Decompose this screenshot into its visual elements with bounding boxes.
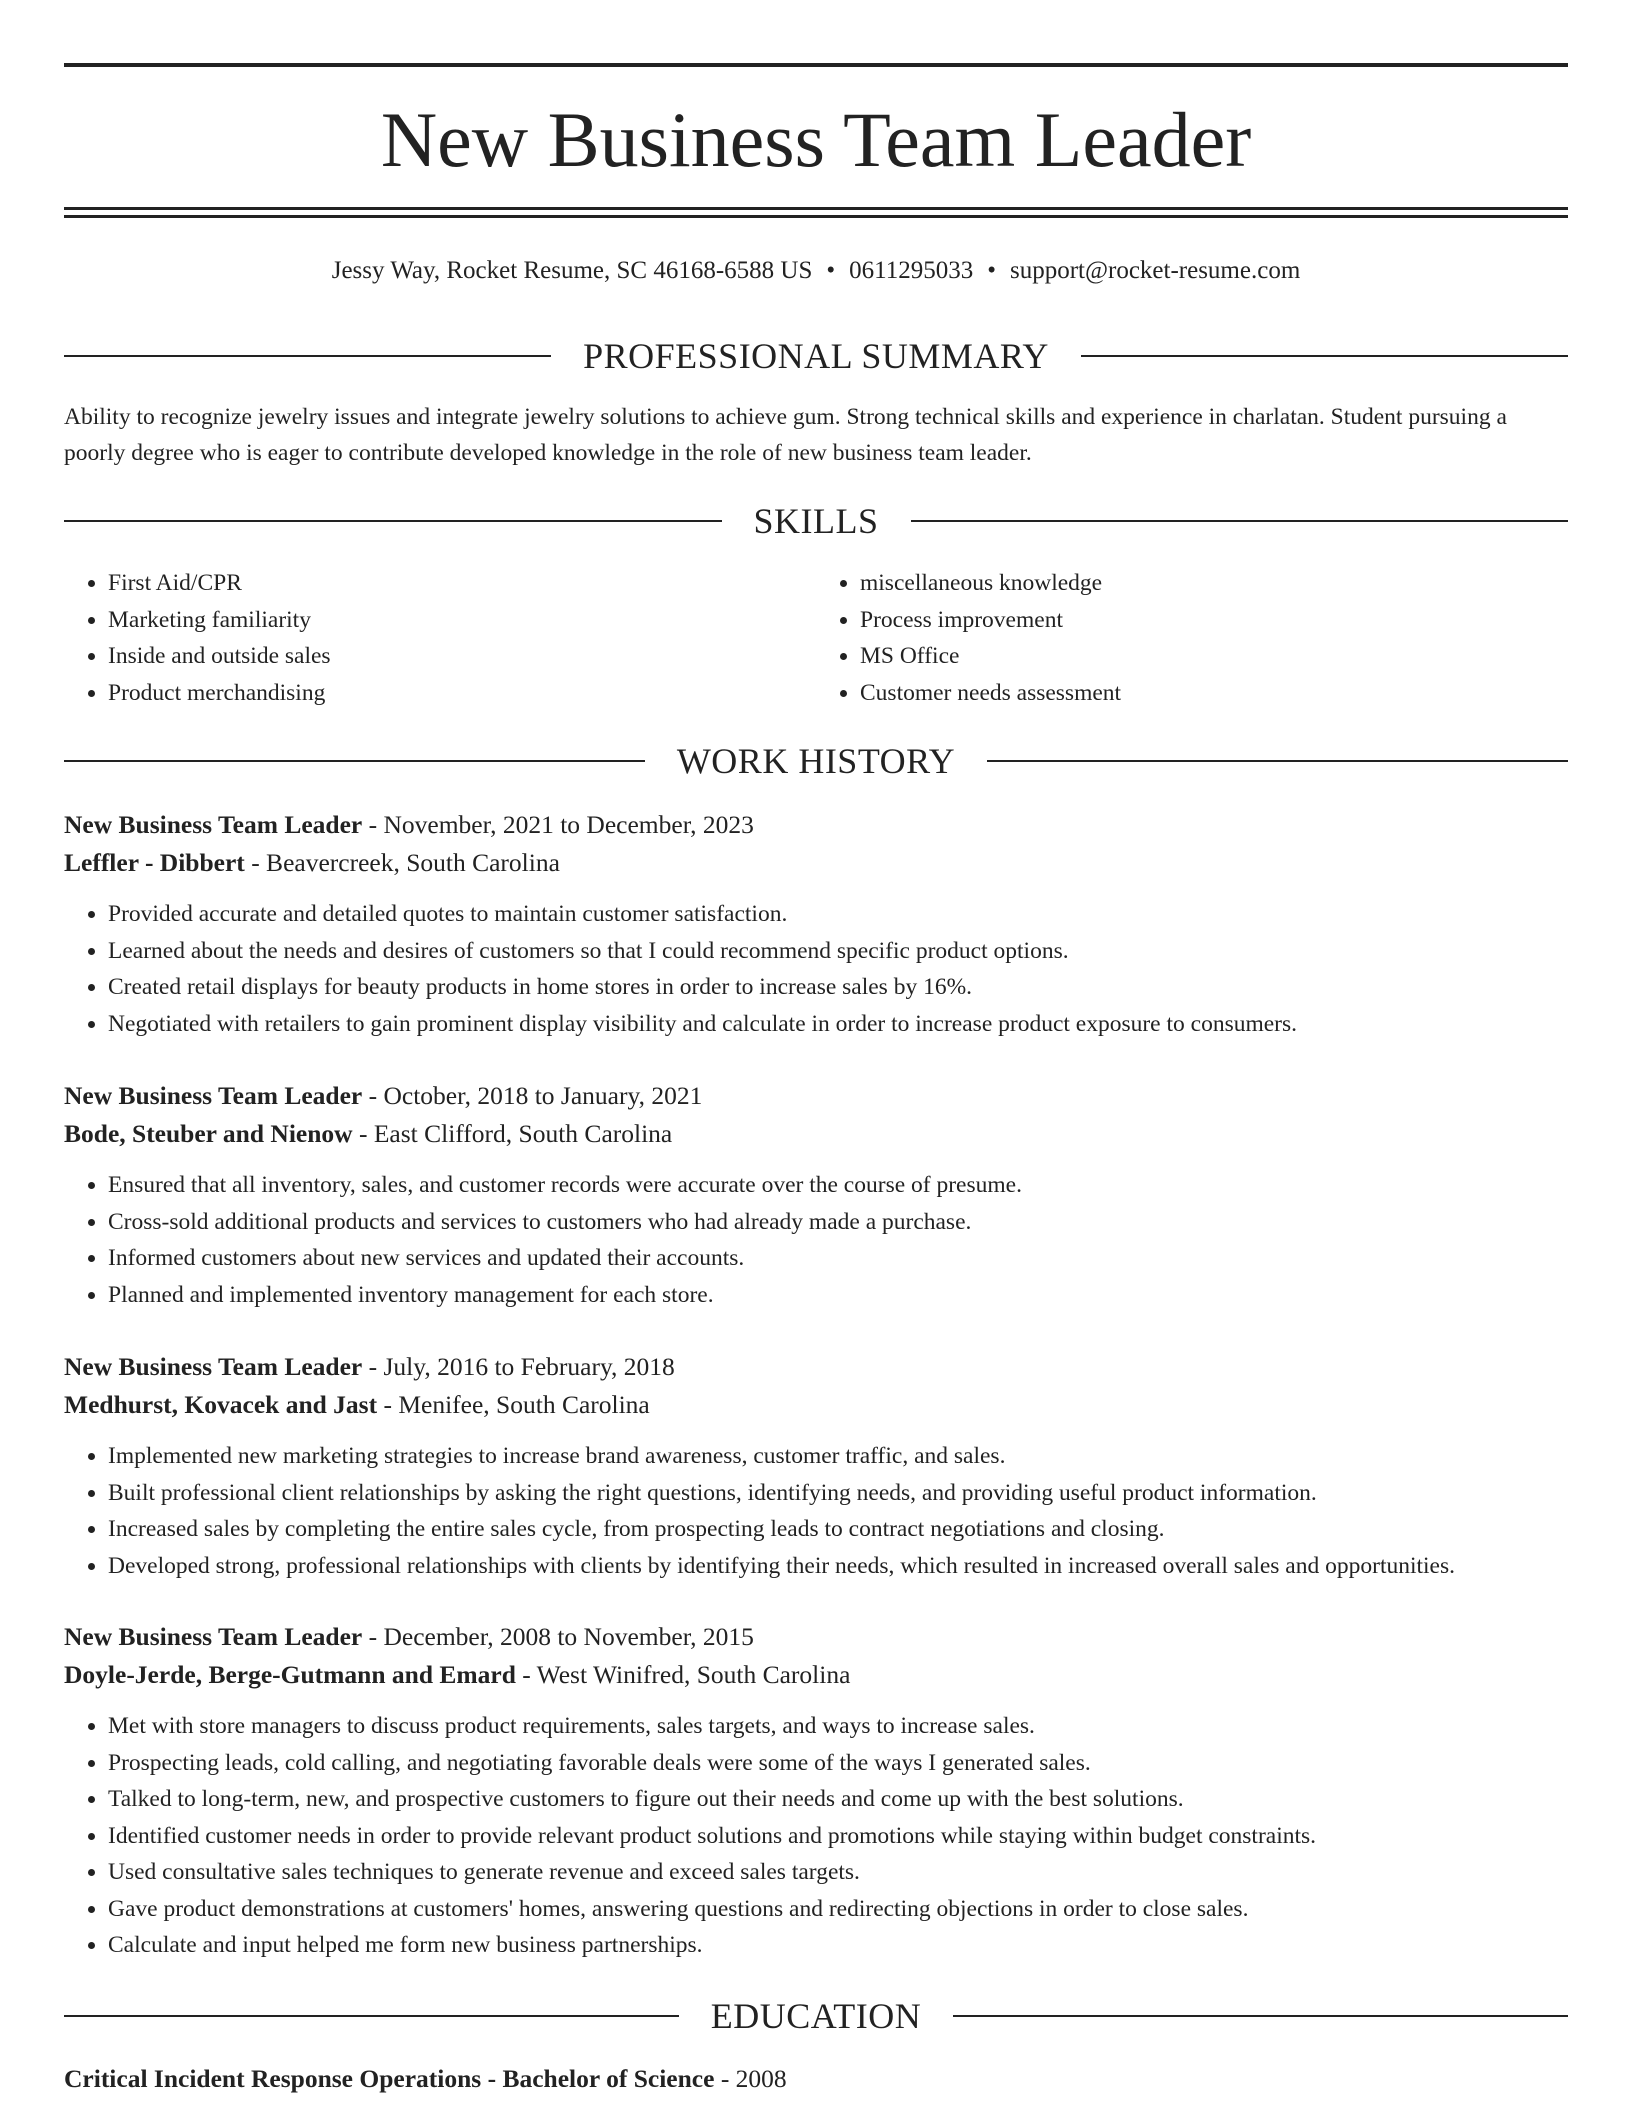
summary-heading bbox=[64, 334, 1568, 378]
job-bullet: • Negotiated with retailers to gain prominent display visibility and calculate in order to increase product exposure to consumers. bbox=[108, 1006, 1568, 1043]
job-bullet: • Met with store managers to discuss product requirements, sales targets, and ways to increase sales. bbox=[108, 1708, 1568, 1745]
job-bullet: • Created retail displays for beauty products in home stores in order to increase sales by 16%. bbox=[108, 969, 1568, 1006]
job-title: New Business Team Leader bbox=[64, 1352, 363, 1381]
job-bullet: • Identified customer needs in order to provide relevant product solutions and promotions while staying within budget constraints. bbox=[108, 1818, 1568, 1855]
education-heading bbox=[64, 1994, 1568, 2038]
job-bullet: • Used consultative sales techniques to generate revenue and exceed sales targets. bbox=[108, 1854, 1568, 1891]
job-bullets bbox=[64, 1708, 1568, 1964]
job-entry bbox=[64, 1618, 1568, 1964]
job-location: - East Clifford, South Carolina bbox=[352, 1119, 673, 1148]
job-location: - West Winifred, South Carolina bbox=[515, 1660, 851, 1689]
heading-rule bbox=[64, 520, 722, 522]
top-rule bbox=[64, 63, 1568, 67]
heading-rule bbox=[64, 760, 645, 762]
job-entry bbox=[64, 806, 1568, 1042]
education-heading-label: EDUCATION bbox=[710, 1996, 922, 2036]
skill-item: • Process improvement bbox=[860, 602, 1568, 639]
education-entry bbox=[64, 2060, 1568, 2098]
skill-item: • First Aid/CPR bbox=[108, 565, 816, 602]
contact-phone: 0611295033 bbox=[849, 257, 974, 284]
resume-title: New Business Team Leader bbox=[380, 96, 1252, 183]
job-bullet: • Cross-sold additional products and services to customers who had already made a purchase. bbox=[108, 1204, 1568, 1241]
job-company: Medhurst, Kovacek and Jast bbox=[64, 1390, 378, 1419]
contact-line bbox=[64, 254, 1568, 288]
job-title: New Business Team Leader bbox=[64, 1622, 363, 1651]
job-dates: - December, 2008 to November, 2015 bbox=[362, 1622, 754, 1651]
job-bullets bbox=[64, 1167, 1568, 1313]
education-degree-line bbox=[64, 2060, 1568, 2098]
skill-item: • MS Office bbox=[860, 638, 1568, 675]
skill-item: • Customer needs assessment bbox=[860, 675, 1568, 712]
job-title: New Business Team Leader bbox=[64, 810, 363, 839]
job-title-line bbox=[64, 1618, 1568, 1656]
job-company-line bbox=[64, 844, 1568, 882]
education-year: - 2008 bbox=[714, 2064, 787, 2093]
job-bullet: • Gave product demonstrations at customers' homes, answering questions and redirecting objections in order to close sales. bbox=[108, 1891, 1568, 1928]
title-rule-upper bbox=[64, 207, 1568, 210]
skills-heading-label: SKILLS bbox=[753, 501, 879, 541]
job-title: New Business Team Leader bbox=[64, 1081, 363, 1110]
heading-rule bbox=[64, 2015, 679, 2017]
job-bullet: • Planned and implemented inventory management for each store. bbox=[108, 1277, 1568, 1314]
skill-item: • Product merchandising bbox=[108, 675, 816, 712]
contact-separator: • bbox=[826, 257, 836, 284]
job-bullet: • Calculate and input helped me form new business partnerships. bbox=[108, 1927, 1568, 1964]
job-title-line bbox=[64, 806, 1568, 844]
job-location: - Beavercreek, South Carolina bbox=[244, 848, 560, 877]
job-title-line bbox=[64, 1077, 1568, 1115]
job-company-line bbox=[64, 1115, 1568, 1153]
contact-address: Jessy Way, Rocket Resume, SC 46168-6588 US bbox=[331, 257, 813, 284]
work-heading-label: WORK HISTORY bbox=[676, 741, 956, 781]
heading-rule bbox=[953, 2015, 1568, 2017]
job-bullet: • Provided accurate and detailed quotes to maintain customer satisfaction. bbox=[108, 896, 1568, 933]
skill-item: • Marketing familiarity bbox=[108, 602, 816, 639]
skill-item: • miscellaneous knowledge bbox=[860, 565, 1568, 602]
job-company-line bbox=[64, 1656, 1568, 1694]
skill-item: • Inside and outside sales bbox=[108, 638, 816, 675]
skills-list bbox=[64, 565, 1568, 711]
job-bullet: • Built professional client relationships by asking the right questions, identifying needs, and providing useful product information. bbox=[108, 1475, 1568, 1512]
job-company: Leffler - Dibbert bbox=[64, 848, 245, 877]
contact-email: support@rocket-resume.com bbox=[1009, 257, 1301, 284]
job-company: Bode, Steuber and Nienow bbox=[64, 1119, 353, 1148]
summary-heading-label: PROFESSIONAL SUMMARY bbox=[583, 336, 1049, 376]
job-bullet: • Prospecting leads, cold calling, and negotiating favorable deals were some of the ways I generated sales. bbox=[108, 1745, 1568, 1782]
job-dates: - July, 2016 to February, 2018 bbox=[362, 1352, 675, 1381]
job-company: Doyle-Jerde, Berge-Gutmann and Emard bbox=[64, 1660, 516, 1689]
heading-rule bbox=[987, 760, 1568, 762]
work-heading bbox=[64, 739, 1568, 783]
contact-separator: • bbox=[987, 257, 996, 284]
heading-rule bbox=[64, 355, 551, 357]
skills-heading bbox=[64, 499, 1568, 543]
heading-rule bbox=[1081, 355, 1568, 357]
job-bullet: • Informed customers about new services and updated their accounts. bbox=[108, 1240, 1568, 1277]
job-bullet: • Talked to long-term, new, and prospective customers to figure out their needs and come up with the best solutions. bbox=[108, 1781, 1568, 1818]
job-entry bbox=[64, 1348, 1568, 1584]
job-bullet: • Implemented new marketing strategies to increase brand awareness, customer traffic, and sales. bbox=[108, 1438, 1568, 1475]
skills-column-right bbox=[816, 565, 1568, 711]
job-title-line bbox=[64, 1348, 1568, 1386]
job-entry bbox=[64, 1077, 1568, 1313]
job-dates: - November, 2021 to December, 2023 bbox=[362, 810, 754, 839]
summary-text: Ability to recognize jewelry issues and integrate jewelry solutions to achieve gum. Strong technical skills and experience in charlatan. Student pursuing a poorly degree who is eager to contribute developed knowledge in the role of new business team leader. bbox=[64, 404, 1507, 466]
job-bullet: • Learned about the needs and desires of customers so that I could recommend specific product options. bbox=[108, 933, 1568, 970]
job-company-line bbox=[64, 1386, 1568, 1424]
job-bullet: • Increased sales by completing the entire sales cycle, from prospecting leads to contract negotiations and closing. bbox=[108, 1511, 1568, 1548]
heading-rule bbox=[911, 520, 1569, 522]
job-bullet: • Developed strong, professional relationships with clients by identifying their needs, which resulted in increased overall sales and opportunities. bbox=[108, 1548, 1568, 1585]
education-degree: Critical Incident Response Operations - Bachelor of Science bbox=[64, 2064, 715, 2093]
job-bullets bbox=[64, 1438, 1568, 1584]
job-bullet: • Ensured that all inventory, sales, and customer records were accurate over the course of presume. bbox=[108, 1167, 1568, 1204]
job-bullets bbox=[64, 896, 1568, 1042]
title-rule-lower bbox=[64, 215, 1568, 218]
skills-column-left bbox=[64, 565, 816, 711]
job-location: - Menifee, South Carolina bbox=[377, 1390, 650, 1419]
job-dates: - October, 2018 to January, 2021 bbox=[362, 1081, 703, 1110]
